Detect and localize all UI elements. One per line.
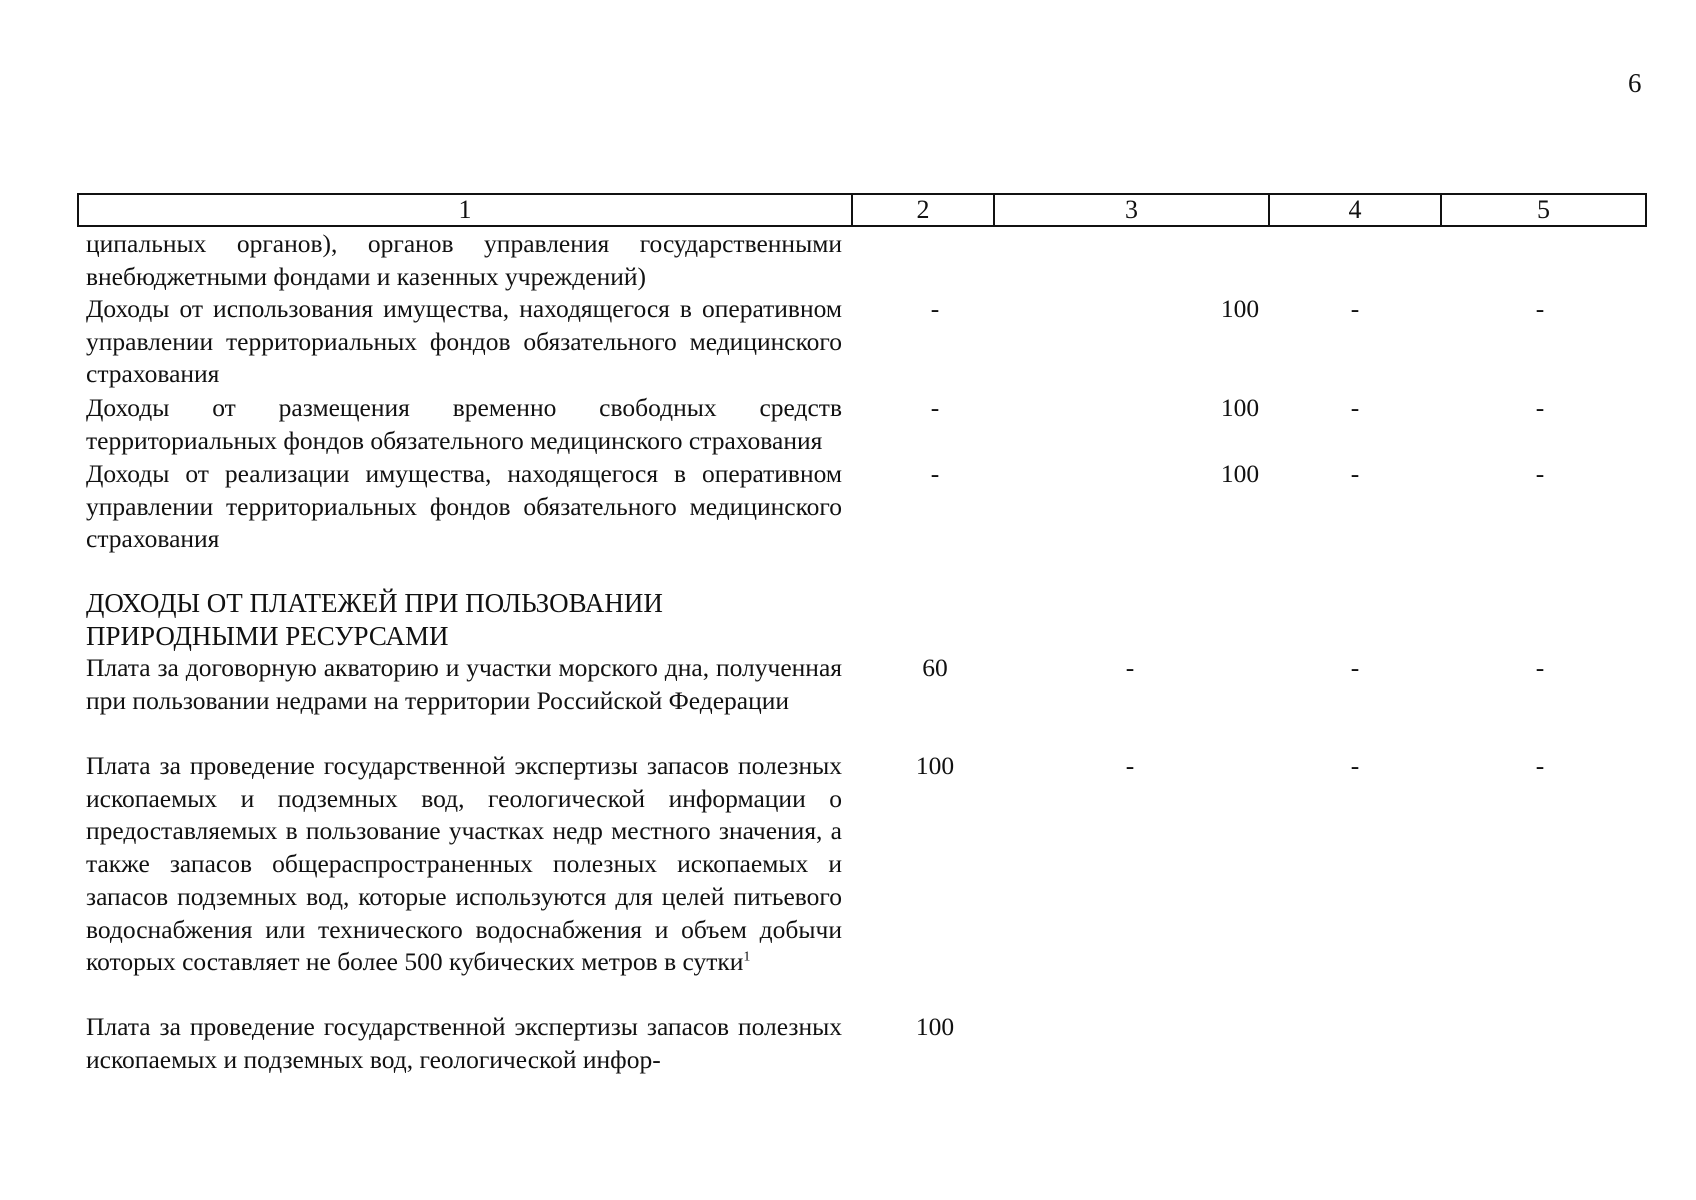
- column-header-5: 5: [1441, 194, 1646, 226]
- cell-col-4: -: [1350, 653, 1360, 682]
- cell-col-5: -: [1535, 393, 1545, 422]
- row-description: Доходы от реализации имущества, находящегося в оперативном управлении территориальных фондов обязательного медицинского страхования: [86, 459, 842, 554]
- row-description: Плата за договорную акваторию и участки морского дна, полученная при пользовании недрами на территории Российской Федерации: [86, 653, 842, 715]
- cell-col-3: -: [1125, 751, 1135, 780]
- cell-col-2: 100: [915, 751, 955, 780]
- cell-col-3: 100: [1220, 393, 1260, 422]
- column-header-4: 4: [1269, 194, 1441, 226]
- column-header-2: 2: [852, 194, 994, 226]
- cell-col-3: 100: [1220, 294, 1260, 323]
- section-heading: ДОХОДЫ ОТ ПЛАТЕЖЕЙ ПРИ ПОЛЬЗОВАНИИ ПРИРОДНЫМИ РЕСУРСАМИ: [86, 588, 663, 651]
- page-number: 6: [1628, 68, 1642, 98]
- table-header: [77, 193, 1647, 227]
- cell-col-2: 60: [922, 653, 948, 682]
- cell-col-4: -: [1350, 459, 1360, 488]
- cell-col-2: -: [930, 459, 940, 488]
- cell-col-5: -: [1535, 459, 1545, 488]
- cell-col-3: -: [1125, 653, 1135, 682]
- cell-col-4: -: [1350, 393, 1360, 422]
- cell-col-2: -: [930, 393, 940, 422]
- row-description: Плата за проведение государственной экспертизы запасов полезных ископаемых и подземных вод, геологической инфор-: [86, 1012, 842, 1074]
- cell-col-2: 100: [915, 1012, 955, 1041]
- cell-col-2: -: [930, 294, 940, 323]
- column-header-1: 1: [78, 194, 852, 226]
- cell-col-5: -: [1535, 653, 1545, 682]
- row-description: [86, 750, 842, 979]
- row-description: Доходы от размещения временно свободных средств территориальных фондов обязательного медицинского страхования: [86, 393, 842, 455]
- cell-col-5: -: [1535, 294, 1545, 323]
- column-header-3: 3: [994, 194, 1269, 226]
- row-description: ципальных органов), органов управления государственными внебюджетными фондами и казенных учреждений): [86, 229, 842, 291]
- footnote-marker: 1: [743, 949, 751, 965]
- cell-col-4: -: [1350, 751, 1360, 780]
- cell-col-3: 100: [1220, 459, 1260, 488]
- cell-col-4: -: [1350, 294, 1360, 323]
- row-description-text: Плата за проведение государственной экспертизы запасов полезных ископаемых и подземных вод, геологической информации о предоставляемых в пользование участках недр местного значения, а также запасов общераспространенных полезных ископаемых и запасов подземных вод, которые используются для целей питьевого водоснабжения или технического водоснабжения и объем добычи которых составляет не более 500 кубических метров в сутки: [86, 751, 842, 977]
- row-description: Доходы от использования имущества, находящегося в оперативном управлении территориальных фондов обязательного медицинского страхования: [86, 294, 842, 389]
- cell-col-5: -: [1535, 751, 1545, 780]
